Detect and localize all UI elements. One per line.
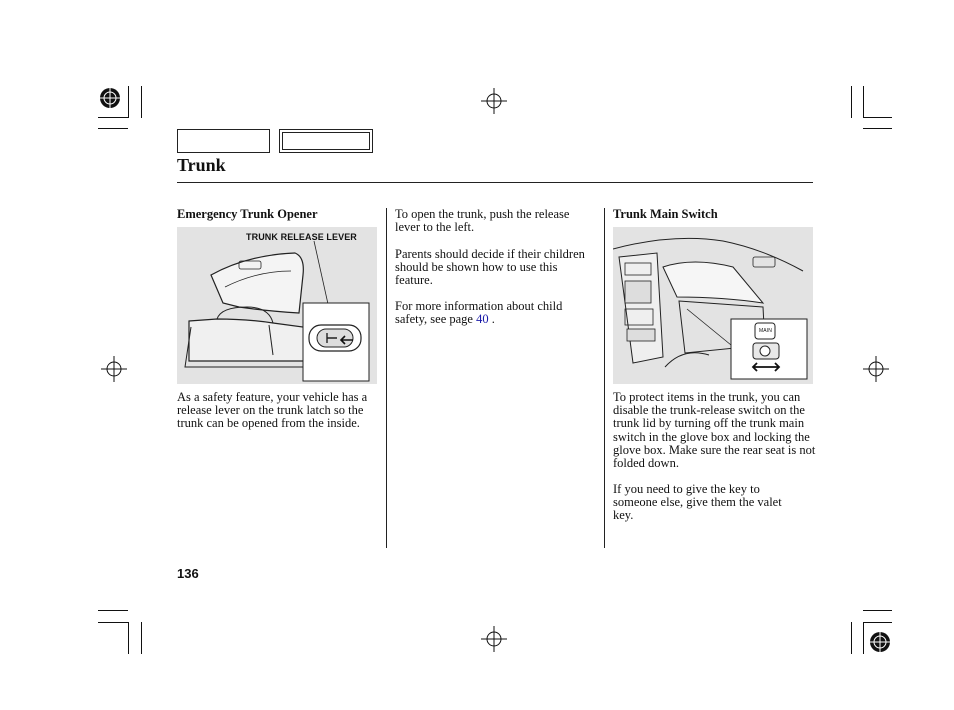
body-paragraph: To open the trunk, push the release lever to the left.: [395, 207, 570, 235]
figure-label: TRUNK RELEASE LEVER: [246, 232, 357, 242]
body-paragraph: [395, 300, 585, 326]
page-title: Trunk: [177, 155, 226, 175]
section-heading: Trunk Main Switch: [613, 207, 718, 221]
page-reference-link[interactable]: 40: [476, 312, 489, 327]
column-divider: [604, 208, 605, 548]
body-paragraph: As a safety feature, your vehicle has a release lever on the trunk latch so the trunk can be opened from the inside.: [177, 390, 368, 431]
crosshair-icon: [481, 88, 507, 114]
trunk-main-switch-figure: [613, 227, 813, 384]
registration-target-icon: [868, 630, 892, 654]
paragraph-text: .: [491, 312, 495, 327]
dashboard-illustration: [613, 227, 813, 384]
crosshair-icon: [101, 356, 127, 382]
figure-switch-label: MAIN: [759, 328, 772, 334]
column-divider: [386, 208, 387, 548]
crosshair-icon: [863, 356, 889, 382]
title-rule: [177, 182, 813, 183]
section-heading: Emergency Trunk Opener: [177, 207, 318, 221]
paragraph-text: For more information about child safety, see page: [395, 299, 563, 327]
registration-target-icon: [98, 86, 122, 110]
body-paragraph: To protect items in the trunk, you can disable the trunk-release switch on the trunk lid by turning off the trunk main switch in the glove box and locking the glove box. Make sure the rear seat is not folded down.: [613, 390, 816, 471]
trunk-release-lever-figure: [177, 227, 377, 384]
nav-tab-box[interactable]: [177, 129, 270, 153]
page-number: 136: [177, 566, 199, 581]
body-paragraph: If you need to give the key to someone else, give them the valet key.: [613, 482, 782, 523]
nav-tab-box[interactable]: [279, 129, 373, 153]
body-paragraph: Parents should decide if their children should be shown how to use this feature.: [395, 247, 585, 288]
crosshair-icon: [481, 626, 507, 652]
trunk-illustration: [177, 227, 377, 384]
